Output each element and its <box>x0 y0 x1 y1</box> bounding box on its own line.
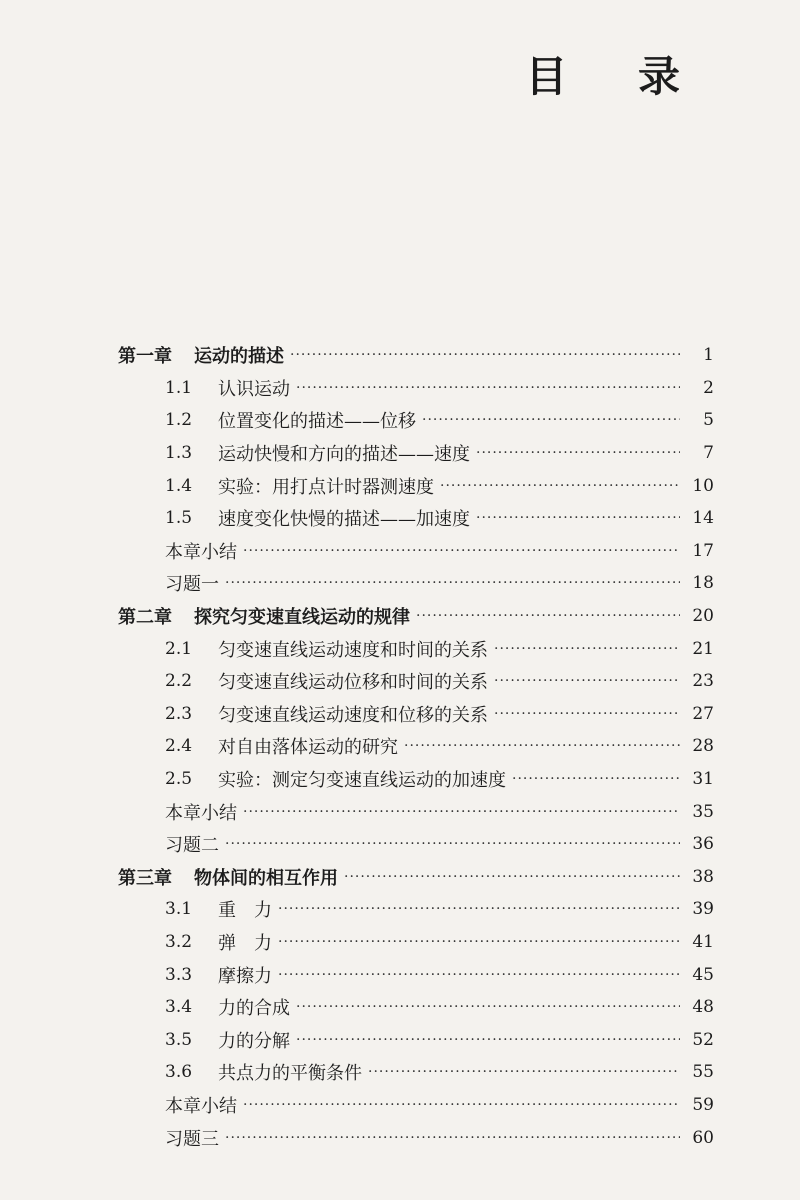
toc-section-row[interactable] <box>0 991 800 1024</box>
dot-leader <box>296 380 680 396</box>
page-number: 48 <box>692 997 714 1018</box>
toc-section-row[interactable] <box>0 404 800 437</box>
toc-entry-title: 本章小结 <box>165 541 237 563</box>
toc-extra-row[interactable] <box>0 795 800 828</box>
toc-section-row[interactable] <box>0 926 800 959</box>
page-number: 20 <box>692 606 714 627</box>
toc-chapter-row[interactable] <box>0 861 800 894</box>
toc-section-row[interactable] <box>0 698 800 731</box>
toc-extra-row[interactable] <box>0 535 800 568</box>
toc-extra-row[interactable] <box>0 1121 800 1154</box>
dot-leader <box>243 804 680 820</box>
toc-section-row[interactable] <box>0 469 800 502</box>
page-number: 45 <box>692 964 714 985</box>
section-number: 1.2 <box>165 410 193 431</box>
toc-section-row[interactable] <box>0 372 800 405</box>
section-number: 3.4 <box>165 997 193 1018</box>
section-number: 3.2 <box>165 931 193 952</box>
section-number: 1.1 <box>165 377 193 398</box>
toc-entry-title: 重 力 <box>218 900 272 922</box>
chapter-label: 第二章 <box>118 607 172 629</box>
page-number: 1 <box>703 345 714 366</box>
toc-entry-title: 实验：用打点计时器测速度 <box>218 476 434 498</box>
toc-entry-title: 匀变速直线运动速度和位移的关系 <box>218 704 488 726</box>
toc-chapter-row[interactable] <box>0 339 800 372</box>
page-number: 28 <box>692 736 714 757</box>
section-number: 1.4 <box>165 475 193 496</box>
dot-leader <box>225 836 680 852</box>
section-number: 3.5 <box>165 1029 193 1050</box>
toc-entry-title: 本章小结 <box>165 1095 237 1117</box>
page-number: 52 <box>692 1029 714 1050</box>
page-number: 10 <box>692 475 714 496</box>
toc-section-row[interactable] <box>0 665 800 698</box>
page-number: 41 <box>692 931 714 952</box>
toc-section-row[interactable] <box>0 632 800 665</box>
toc-entry-title: 共点力的平衡条件 <box>218 1063 362 1085</box>
page-number: 18 <box>692 573 714 594</box>
dot-leader <box>278 967 680 983</box>
dot-leader <box>440 478 680 494</box>
toc-section-row[interactable] <box>0 502 800 535</box>
dot-leader <box>243 543 680 559</box>
toc-entry-title: 运动快慢和方向的描述——速度 <box>218 444 470 466</box>
dot-leader <box>368 1064 680 1080</box>
toc-entry-title: 力的分解 <box>218 1030 290 1052</box>
dot-leader <box>225 575 680 591</box>
dot-leader <box>296 999 680 1015</box>
section-number: 2.2 <box>165 671 193 692</box>
toc-entry-title: 匀变速直线运动位移和时间的关系 <box>218 672 488 694</box>
page-number: 5 <box>703 410 714 431</box>
toc-section-row[interactable] <box>0 893 800 926</box>
toc-entry-title: 认识运动 <box>218 378 290 400</box>
toc-section-row[interactable] <box>0 1056 800 1089</box>
dot-leader <box>476 445 680 461</box>
section-number: 2.5 <box>165 769 193 790</box>
page-number: 38 <box>692 866 714 887</box>
chapter-label: 第三章 <box>118 867 172 889</box>
section-number: 2.1 <box>165 638 193 659</box>
dot-leader <box>296 1032 680 1048</box>
toc-entry-title: 习题三 <box>165 1128 219 1150</box>
dot-leader <box>512 771 680 787</box>
dot-leader <box>494 706 680 722</box>
toc-entry-title: 力的合成 <box>218 998 290 1020</box>
page-number: 27 <box>692 703 714 724</box>
toc-entry-title: 本章小结 <box>165 802 237 824</box>
dot-leader <box>243 1097 680 1113</box>
section-number: 2.4 <box>165 736 193 757</box>
page-number: 14 <box>692 508 714 529</box>
page-number: 35 <box>692 801 714 822</box>
dot-leader <box>494 673 680 689</box>
page-number: 2 <box>703 377 714 398</box>
toc-section-row[interactable] <box>0 958 800 991</box>
page-number: 7 <box>703 443 714 464</box>
toc-entry-title: 探究匀变速直线运动的规律 <box>194 607 410 629</box>
dot-leader <box>494 641 680 657</box>
page-number: 39 <box>692 899 714 920</box>
toc-section-row[interactable] <box>0 730 800 763</box>
toc-extra-row[interactable] <box>0 1089 800 1122</box>
page-title: 目 录 <box>525 52 708 101</box>
dot-leader <box>278 934 680 950</box>
toc-entry-title: 匀变速直线运动速度和时间的关系 <box>218 639 488 661</box>
page-number: 59 <box>692 1094 714 1115</box>
toc-extra-row[interactable] <box>0 828 800 861</box>
toc-section-row[interactable] <box>0 437 800 470</box>
section-number: 1.3 <box>165 443 193 464</box>
dot-leader <box>422 412 680 428</box>
toc-entry-title: 对自由落体运动的研究 <box>218 737 398 759</box>
toc-entry-title: 习题二 <box>165 835 219 857</box>
toc-entry-title: 弹 力 <box>218 932 272 954</box>
page-number: 60 <box>692 1127 714 1148</box>
toc-entry-title: 运动的描述 <box>194 346 284 368</box>
table-of-contents <box>0 339 800 1154</box>
dot-leader <box>290 347 680 363</box>
toc-entry-title: 实验：测定匀变速直线运动的加速度 <box>218 770 506 792</box>
section-number: 2.3 <box>165 703 193 724</box>
section-number: 1.5 <box>165 508 193 529</box>
page-number: 55 <box>692 1062 714 1083</box>
dot-leader <box>344 869 680 885</box>
page-number: 31 <box>692 769 714 790</box>
chapter-label: 第一章 <box>118 346 172 368</box>
toc-extra-row[interactable] <box>0 567 800 600</box>
toc-chapter-row[interactable] <box>0 600 800 633</box>
section-number: 3.6 <box>165 1062 193 1083</box>
page-number: 21 <box>692 638 714 659</box>
toc-entry-title: 速度变化快慢的描述——加速度 <box>218 509 470 531</box>
dot-leader <box>225 1130 680 1146</box>
toc-section-row[interactable] <box>0 1023 800 1056</box>
toc-entry-title: 位置变化的描述——位移 <box>218 411 416 433</box>
page-number: 17 <box>692 540 714 561</box>
section-number: 3.3 <box>165 964 193 985</box>
toc-section-row[interactable] <box>0 763 800 796</box>
toc-entry-title: 习题一 <box>165 574 219 596</box>
toc-entry-title: 摩擦力 <box>218 965 272 987</box>
dot-leader <box>404 738 680 754</box>
toc-entry-title: 物体间的相互作用 <box>194 867 338 889</box>
page-number: 36 <box>692 834 714 855</box>
dot-leader <box>476 510 680 526</box>
section-number: 3.1 <box>165 899 193 920</box>
dot-leader <box>416 608 680 624</box>
page-number: 23 <box>692 671 714 692</box>
dot-leader <box>278 901 680 917</box>
